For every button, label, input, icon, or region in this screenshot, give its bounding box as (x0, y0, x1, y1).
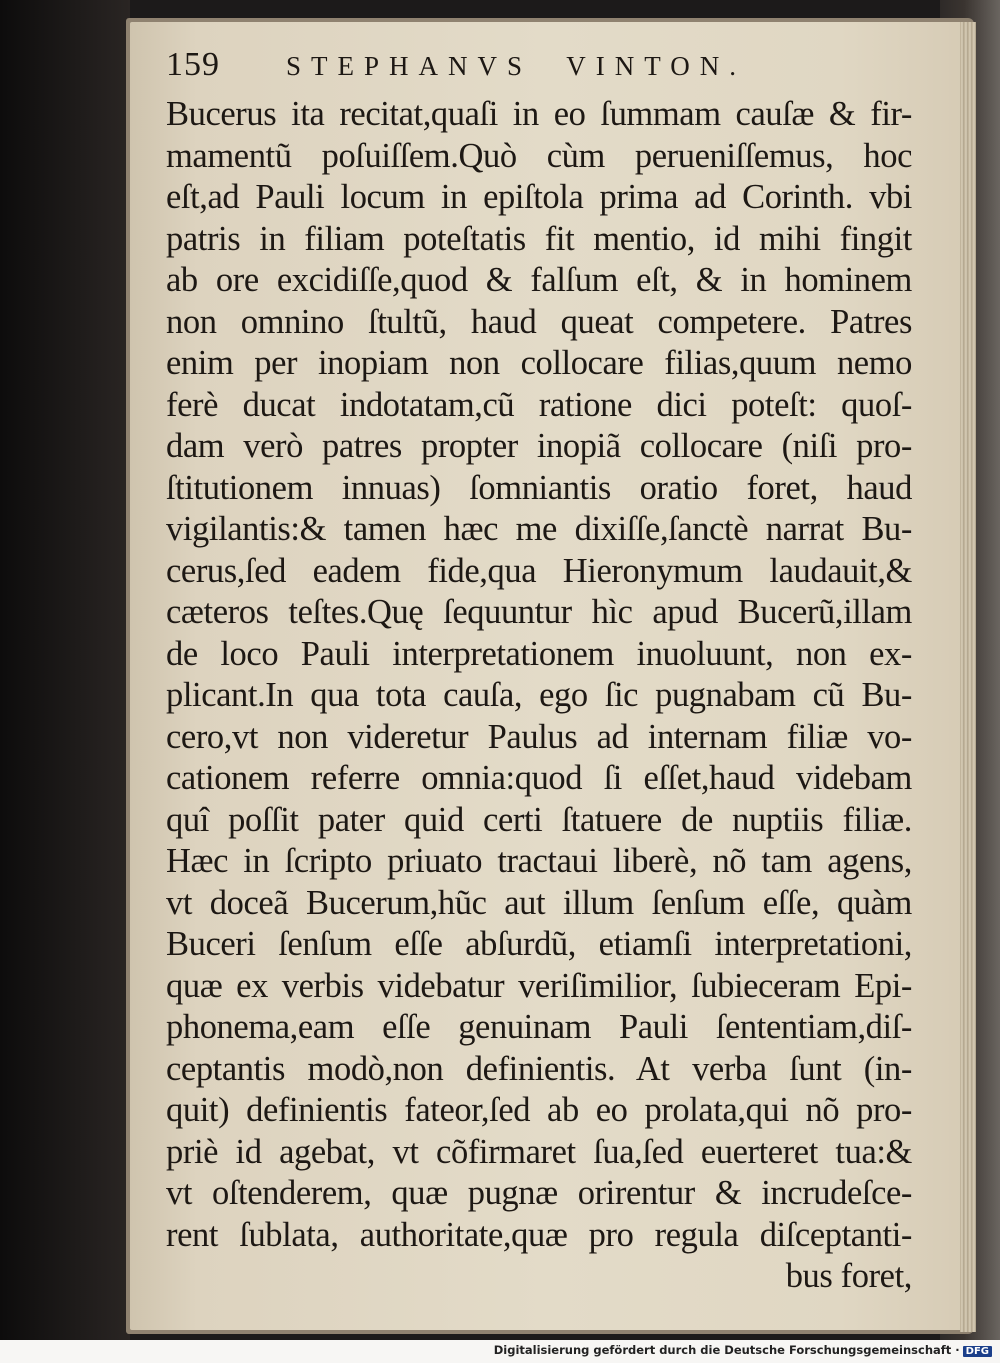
page-text-block (166, 46, 912, 1298)
text-line: de loco Pauli interpretationem inuoluunt, non ex- (166, 634, 912, 673)
text-line: ab ore excidiſſe,quod & falſum eſt, & in hominem (166, 261, 912, 299)
scanner-background-left (0, 0, 130, 1340)
page-number: 159 (166, 46, 220, 83)
text-line: vigilantis:& tamen hæc me dixiſſe,ſanctè narrat Bu- (166, 510, 912, 548)
text-line: Bucerus ita recitat,quaſi in eo ſummam cauſæ & fir- (166, 95, 912, 133)
text-line: cerus,ſed eadem fide,qua Hieronymum laudauit,& (166, 551, 912, 590)
page-fore-edge (960, 22, 976, 1332)
text-line: plicant.In qua tota cauſa, ego ſic pugnabam cũ Bu- (166, 676, 912, 714)
text-line: eſt,ad Pauli locum in epiſtola prima ad Corinth. vbi (166, 178, 912, 216)
running-head: STEPHANVS VINTON. (286, 51, 747, 81)
text-line: quî poſſit pater quid certi ſtatuere de nuptiis filiæ. (166, 800, 912, 839)
text-line: rent ſublata, authoritate,quæ pro regula diſceptanti- (166, 1215, 912, 1254)
text-line: vt oſtenderem, quæ pugnæ orirentur & incrudeſce- (166, 1174, 912, 1212)
text-line: quit) definientis fateor,ſed ab eo prolata,qui nõ pro- (166, 1091, 912, 1129)
body-text (166, 94, 912, 1298)
text-line: phonema,eam eſſe genuinam Pauli ſententiam,diſ- (166, 1008, 912, 1046)
text-line: Hæc in ſcripto priuato tractaui liberè, nõ tam agens, (166, 842, 912, 880)
text-line: patris in filiam poteſtatis fit mentio, id mihi fingit (166, 219, 912, 258)
text-line: vt doceã Bucerum,hũc aut illum ſenſum eſſe, quàm (166, 883, 912, 922)
text-line: ferè ducat indotatam,cũ ratione dici poteſt: quoſ- (166, 385, 912, 424)
text-line: cæteros teſtes.Quę ſequuntur hìc apud Bucerũ,illam (166, 593, 912, 631)
funding-credit-text: Digitalisierung gefördert durch die Deutsche Forschungsgemeinschaft · (493, 1343, 960, 1357)
dfg-logo: DFG (963, 1346, 992, 1357)
text-line: ceptantis modò,non definientis. At verba ſunt (in- (166, 1049, 912, 1088)
page-header (166, 46, 912, 94)
text-line: Buceri ſenſum eſſe abſurdũ, etiamſi interpretationi, (166, 925, 912, 963)
text-line: mamentũ poſuiſſem.Quò cùm perueniſſemus, hoc (166, 136, 912, 175)
text-line: cationem referre omnia:quod ſi eſſet,haud videbam (166, 759, 912, 797)
text-line: enim per inopiam non collocare filias,quum nemo (166, 344, 912, 382)
funding-credit (494, 1343, 992, 1357)
text-line: quæ ex verbis videbatur veriſimilior, ſubieceram Epi- (166, 966, 912, 1005)
catchword-line: bus foret, (785, 1257, 912, 1295)
text-line: cero,vt non videretur Paulus ad internam filiæ vo- (166, 717, 912, 756)
text-line: dam verò patres propter inopiã collocare (niſi pro- (166, 427, 912, 465)
text-line: priè id agebat, vt cõfirmaret ſua,ſed euerteret tua:& (166, 1132, 912, 1171)
text-line: non omnino ſtultũ, haud queat competere. Patres (166, 302, 912, 341)
text-line: ſtitutionem innuas) ſomniantis oratio foret, haud (166, 468, 912, 507)
